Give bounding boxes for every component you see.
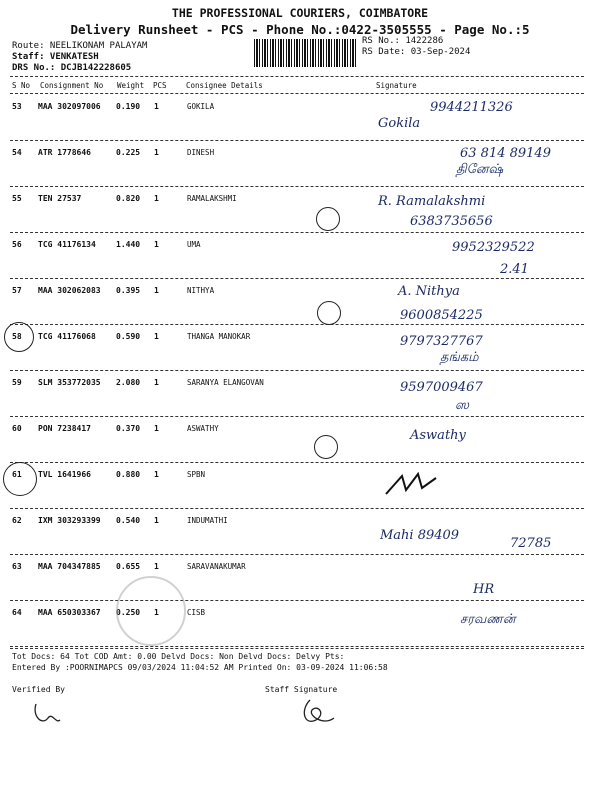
runsheet-title: Delivery Runsheet - PCS - Phone No.:0422-3505555 - Page No.:5 [70, 22, 530, 37]
cell-cons: IXM 303293399 [38, 516, 101, 525]
handwritten-signature: 2.41 [500, 262, 529, 277]
col-sno: S No [12, 81, 31, 90]
cell-consignee: INDUMATHI [187, 516, 228, 525]
row-divider [10, 600, 584, 601]
handwritten-signature: 6383735656 [410, 214, 493, 229]
handwritten-signature: ஸ [455, 398, 469, 413]
cell-cons: ATR 1778646 [38, 148, 91, 157]
verified-signature-mark [28, 700, 68, 730]
cell-consignee: SPBN [187, 470, 206, 479]
cell-cons: MAA 650303367 [38, 608, 101, 617]
col-signature: Signature [376, 81, 417, 90]
staff-signature-mark [290, 696, 340, 730]
cell-pcs: 1 [154, 378, 159, 387]
cell-weight: 1.440 [116, 240, 141, 249]
barcode [254, 39, 358, 67]
cell-cons: TEN 27537 [38, 194, 82, 203]
col-weight: Weight [117, 81, 145, 90]
cell-consignee: DINESH [187, 148, 215, 157]
cell-pcs: 1 [154, 102, 159, 111]
cell-pcs: 1 [154, 240, 159, 249]
cell-weight: 0.590 [116, 332, 141, 341]
route: Route: NEELIKONAM PALAYAM [12, 41, 148, 51]
cell-weight: 0.540 [116, 516, 141, 525]
handwritten-signature: தினேஷ் [456, 162, 504, 177]
cell-consignee: NITHYA [187, 286, 215, 295]
cell-consignee: CISB [187, 608, 206, 617]
cell-cons: TVL 1641966 [38, 470, 91, 479]
cell-cons: PON 7238417 [38, 424, 91, 433]
cell-pcs: 1 [154, 148, 159, 157]
cell-cons: TCG 41176068 [38, 332, 96, 341]
hand-circle [314, 435, 338, 459]
col-pcs: PCS [153, 81, 167, 90]
cell-consignee: GOKILA [187, 102, 215, 111]
handwritten-signature: 9597009467 [400, 380, 483, 395]
rs-date: RS Date: 03-Sep-2024 [362, 47, 471, 57]
handwritten-signature: 63 814 89149 [460, 146, 551, 161]
cell-pcs: 1 [154, 470, 159, 479]
cell-cons: SLM 353772035 [38, 378, 101, 387]
entered-by-line: Entered By :POORNIMAPCS 09/03/2024 11:04:52 AM Printed On: 03-09-2024 11:06:58 [12, 663, 388, 672]
cell-cons: TCG 41176134 [38, 240, 96, 249]
row-divider [10, 140, 584, 141]
cell-weight: 0.250 [116, 608, 141, 617]
handwritten-signature: HR [473, 582, 495, 597]
company-name: THE PROFESSIONAL COURIERS, COIMBATORE [171, 6, 429, 20]
cell-consignee: SARAVANAKUMAR [187, 562, 246, 571]
scribble-signature-icon [382, 470, 442, 500]
row-divider [10, 324, 584, 325]
cell-sno: 58 [12, 332, 22, 341]
handwritten-signature: சரவணன் [460, 612, 516, 627]
cell-sno: 59 [12, 378, 22, 387]
cell-sno: 62 [12, 516, 22, 525]
cell-pcs: 1 [154, 286, 159, 295]
cell-cons: MAA 302097006 [38, 102, 101, 111]
handwritten-signature: Aswathy [410, 428, 466, 443]
staff: Staff: VENKATESH [12, 52, 99, 62]
row-divider [10, 186, 584, 187]
cell-sno: 61 [12, 470, 22, 479]
hand-circle [317, 301, 341, 325]
drs-number: DRS No.: DCJB142228605 [12, 63, 132, 73]
cell-sno: 64 [12, 608, 22, 617]
cell-pcs: 1 [154, 562, 159, 571]
cell-consignee: ASWATHY [187, 424, 219, 433]
cell-sno: 60 [12, 424, 22, 433]
hand-circle [4, 322, 34, 352]
hand-circle [3, 462, 37, 496]
handwritten-signature: 9952329522 [452, 240, 535, 255]
row-divider [10, 554, 584, 555]
cell-sno: 54 [12, 148, 22, 157]
cell-weight: 0.880 [116, 470, 141, 479]
staff-signature-label: Staff Signature [265, 685, 338, 694]
cell-sno: 53 [12, 102, 22, 111]
cell-consignee: THANGA MANOKAR [187, 332, 251, 341]
row-divider [10, 278, 584, 279]
hand-circle [316, 207, 340, 231]
totals-line: Tot Docs: 64 Tot COD Amt: 0.00 Delvd Docs: Non Delvd Docs: Delvy Pts: [12, 652, 345, 661]
row-divider [10, 370, 584, 371]
cell-pcs: 1 [154, 608, 159, 617]
cell-weight: 0.395 [116, 286, 141, 295]
handwritten-signature: 9797327767 [400, 334, 483, 349]
handwritten-signature: Mahi 89409 [380, 528, 460, 543]
handwritten-signature: 9600854225 [400, 308, 483, 323]
cell-weight: 0.370 [116, 424, 141, 433]
row-divider [10, 232, 584, 233]
cell-weight: 0.225 [116, 148, 141, 157]
cell-pcs: 1 [154, 332, 159, 341]
cell-cons: MAA 704347885 [38, 562, 101, 571]
cell-pcs: 1 [154, 516, 159, 525]
handwritten-signature: தங்கம் [440, 350, 479, 365]
col-consignment: Consignment No [40, 81, 104, 90]
cell-pcs: 1 [154, 194, 159, 203]
rs-number: RS No.: 1422286 [362, 36, 444, 46]
cell-sno: 56 [12, 240, 22, 249]
verified-by-label: Verified By [12, 685, 65, 694]
cell-weight: 0.190 [116, 102, 141, 111]
handwritten-signature: Gokila [378, 116, 421, 131]
cell-sno: 57 [12, 286, 22, 295]
cell-sno: 55 [12, 194, 22, 203]
courier-stamp [116, 576, 186, 646]
cell-pcs: 1 [154, 424, 159, 433]
cell-weight: 0.655 [116, 562, 141, 571]
row-divider [10, 416, 584, 417]
row-divider [10, 508, 584, 509]
cell-consignee: RAMALAKSHMI [187, 194, 237, 203]
cell-consignee: SARANYA ELANGOVAN [187, 378, 264, 387]
handwritten-signature: 9944211326 [430, 100, 513, 115]
cell-weight: 2.080 [116, 378, 141, 387]
row-divider [10, 462, 584, 463]
handwritten-signature: A. Nithya [398, 284, 460, 299]
cell-weight: 0.820 [116, 194, 141, 203]
cell-sno: 63 [12, 562, 22, 571]
cell-consignee: UMA [187, 240, 201, 249]
handwritten-signature: R. Ramalakshmi [378, 194, 486, 209]
handwritten-signature: 72785 [510, 536, 552, 551]
row-divider [10, 646, 584, 647]
col-consignee: Consignee Details [186, 81, 263, 90]
cell-cons: MAA 302062083 [38, 286, 101, 295]
